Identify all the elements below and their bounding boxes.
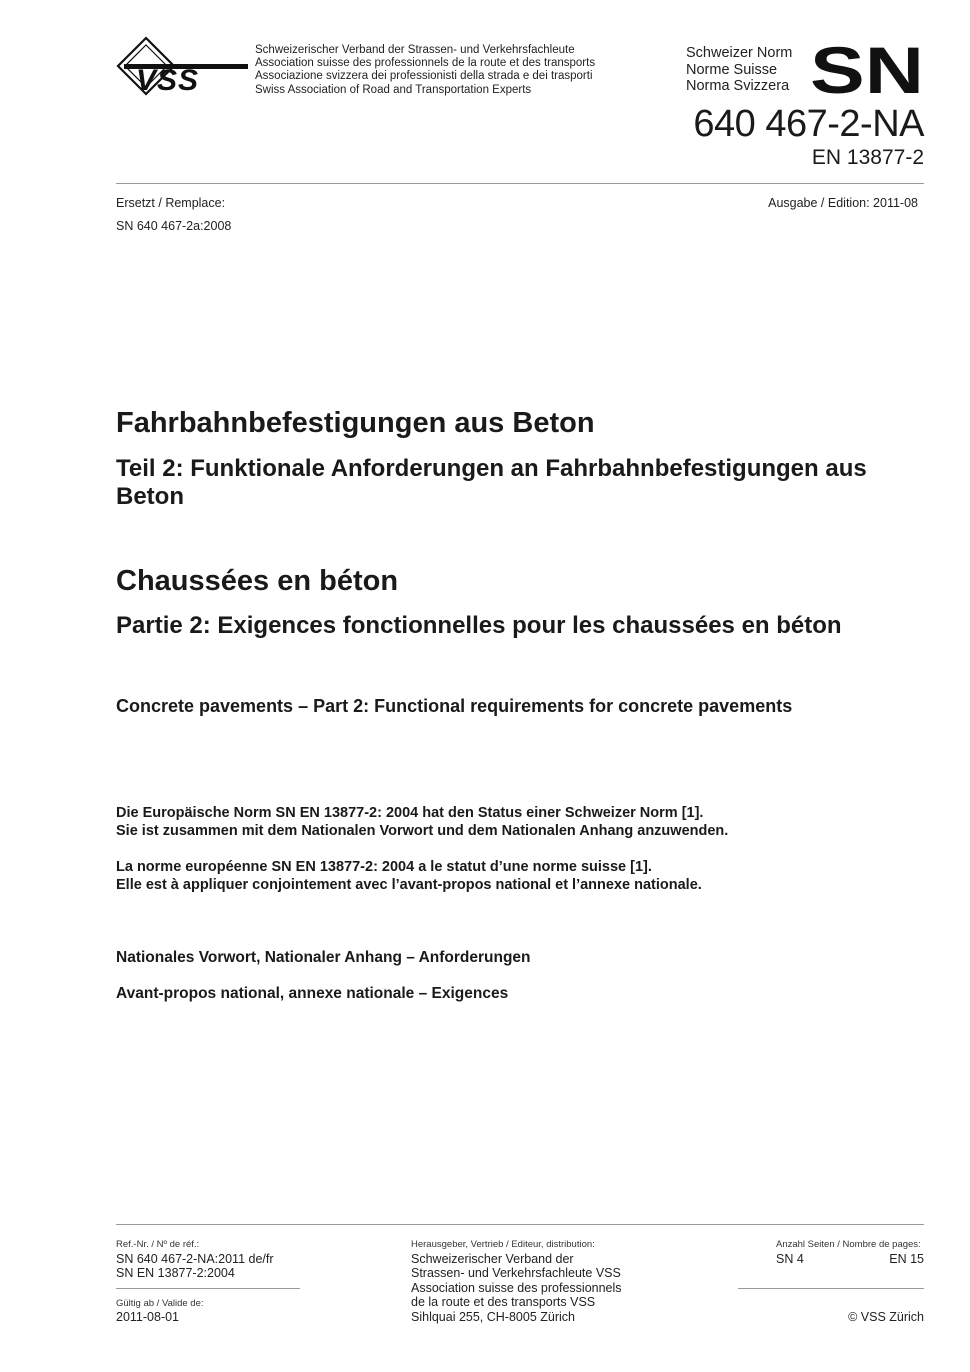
org-name-en: Swiss Association of Road and Transportation Experts [255,83,532,96]
header-divider [116,183,924,184]
publisher-line-1: Schweizerischer Verband der [411,1252,574,1266]
valid-label: Gültig ab / Valide de: [116,1298,204,1309]
replaces-label: Ersetzt / Remplace: [116,196,226,210]
org-name-it: Associazione svizzera dei professionisti della strada e dei trasporti [255,70,593,83]
en-number: EN 13877-2 [811,146,924,169]
vss-logo-text: VSS [136,64,200,96]
norm-name-it: Norma Svizzera [686,78,790,94]
sn-logo-text: SN [810,43,924,95]
status-de-line-1: Die Europäische Norm SN EN 13877-2: 2004 hat den Status einer Schweizer Norm [1]. [116,805,704,821]
norm-name-fr: Norme Suisse [686,61,778,78]
footer-divider [116,1224,924,1225]
footer-right-divider [738,1288,924,1289]
pages-sn: SN 4 [776,1252,804,1266]
title-fr-main: Chaussées en béton [116,565,399,597]
edition: Ausgabe / Edition: 2011-08 [768,196,918,210]
ref-value-2: SN EN 13877-2:2004 [116,1266,235,1280]
title-de-sub: Teil 2: Funktionale Anforderungen an Fahrbahnbefestigungen aus Beton [116,455,867,510]
publisher-line-4: de la route et des transports VSS [411,1295,596,1309]
status-de-line-2: Sie ist zusammen mit dem Nationalen Vorwort und dem Nationalen Anhang anzuwenden. [116,823,729,839]
sn-logo [810,43,924,95]
title-fr-sub: Partie 2: Exigences fonctionnelles pour les chaussées en béton [116,612,842,639]
status-fr-line-1: La norme européenne SN EN 13877-2: 2004 a le statut d’une norme suisse [1]. [116,859,652,875]
publisher-label: Herausgeber, Vertrieb / Editeur, distribution: [411,1239,595,1250]
footer-left-divider [116,1288,300,1289]
valid-value: 2011-08-01 [116,1310,180,1324]
replaces-value: SN 640 467-2a:2008 [116,219,232,233]
publisher-line-3: Association suisse des professionnels [411,1281,622,1295]
subject-fr: Avant-propos national, annexe nationale – Exigences [116,985,509,1002]
pages-label: Anzahl Seiten / Nombre de pages: [776,1239,921,1250]
publisher-line-5: Sihlquai 255, CH-8005 Zürich [411,1310,575,1324]
organization-names [255,44,595,97]
copyright: © VSS Zürich [848,1310,924,1324]
document-number: 640 467-2-NA [693,103,924,145]
vss-logo [114,36,250,96]
norm-names [686,45,792,95]
title-en: Concrete pavements – Part 2: Functional requirements for concrete pavements [116,696,793,716]
ref-label: Ref.-Nr. / Nº de réf.: [116,1239,200,1250]
ref-value-1: SN 640 467-2-NA:2011 de/fr [116,1252,274,1266]
org-name-fr: Association suisse des professionnels de la route et des transports [255,57,596,70]
publisher-line-2: Strassen- und Verkehrsfachleute VSS [411,1266,621,1280]
norm-name-de: Schweizer Norm [686,45,793,61]
org-name-de: Schweizerischer Verband der Strassen- und Verkehrsfachleute [255,44,575,56]
title-de-main: Fahrbahnbefestigungen aus Beton [116,407,595,439]
pages-en: EN 15 [889,1252,924,1266]
status-fr-line-2: Elle est à appliquer conjointement avec l’avant-propos national et l’annexe nationale. [116,877,702,893]
subject-de: Nationales Vorwort, Nationaler Anhang – Anforderungen [116,949,531,966]
